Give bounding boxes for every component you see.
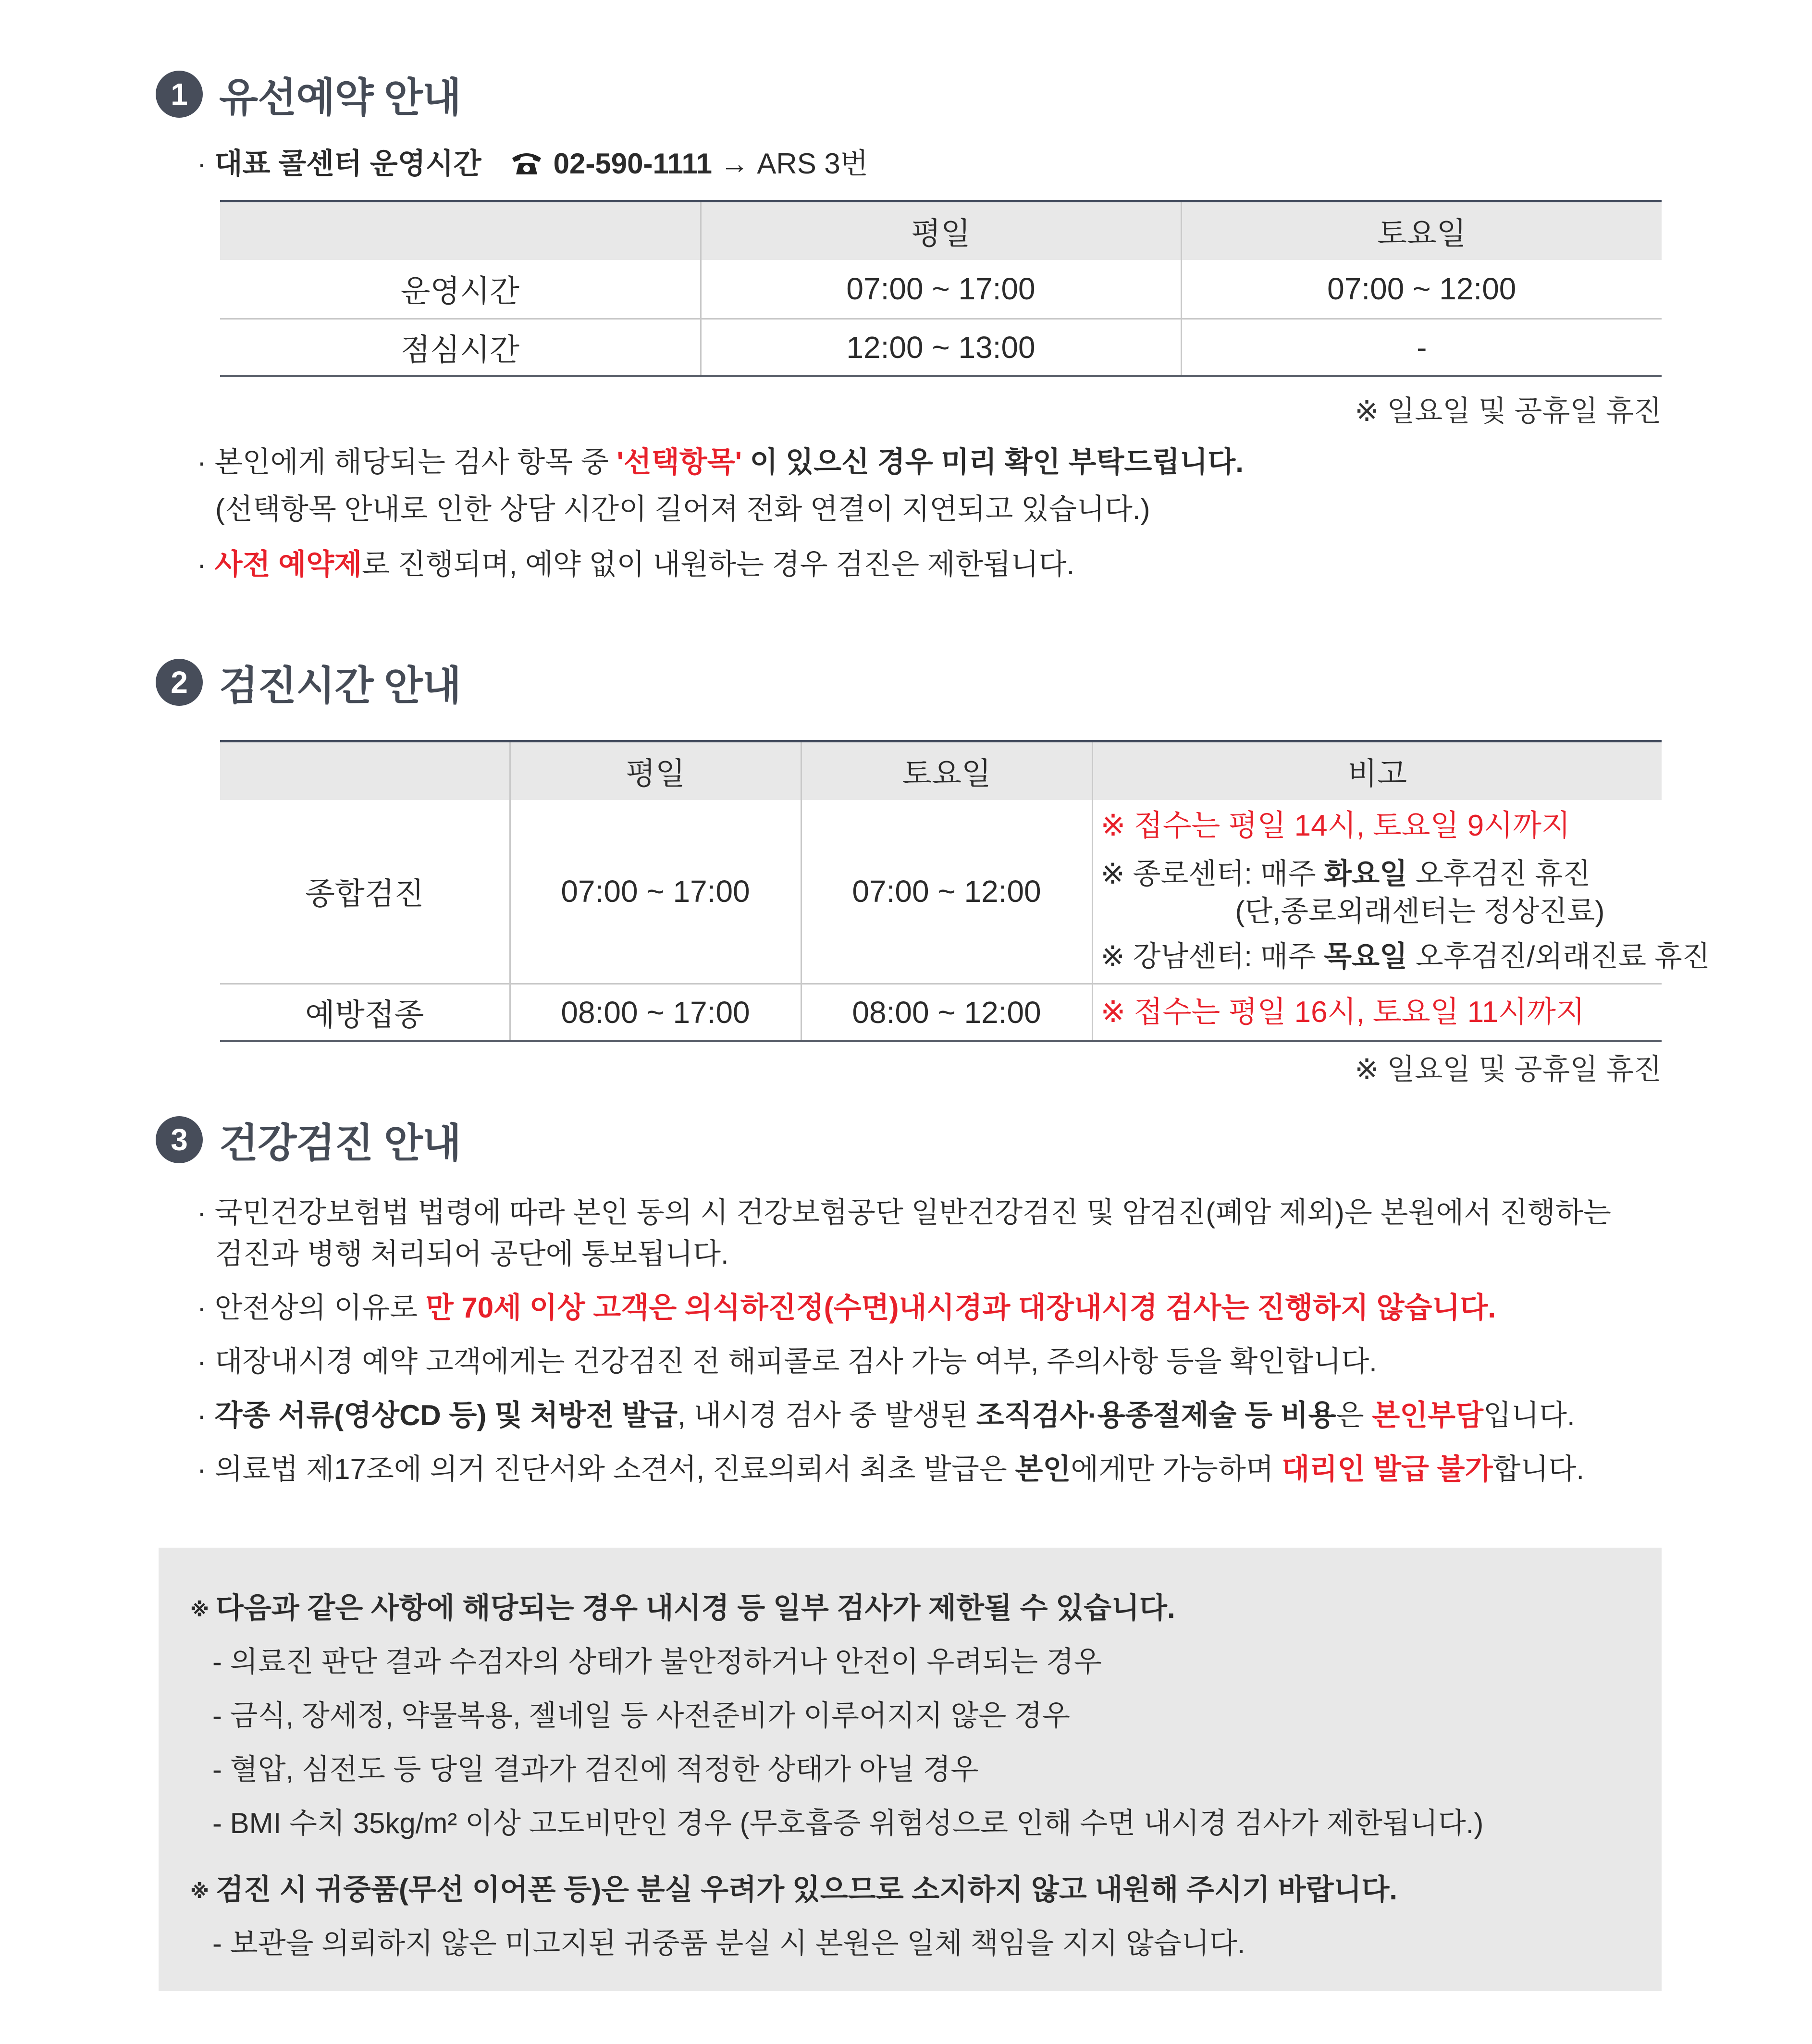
notice-heading: ※ 다음과 같은 사항에 해당되는 경우 내시경 등 일부 검사가 제한될 수 있습니다. <box>190 1592 1175 1624</box>
remark-line: ※ 접수는 평일 16시, 토요일 11시까지 <box>1100 995 1585 1029</box>
bullet-cost: · 각종 서류(영상CD 등) 및 처방전 발급, 내시경 검사 중 발생된 조직검사·용종절제술 등 비용은 본인부담입니다. <box>197 1399 1575 1431</box>
bold-text: 이 있으신 경우 미리 확인 부탁드립니다. <box>741 446 1244 478</box>
section-3-header <box>156 1116 461 1164</box>
table-header: 토요일 <box>801 741 1092 800</box>
table-row <box>220 260 1662 319</box>
ars-text: → ARS 3번 <box>720 148 868 180</box>
section-title: 검진시간 안내 <box>219 663 461 708</box>
remarks-cell <box>1092 800 1710 984</box>
bullet-age-limit: · 안전상의 이유로 만 70세 이상 고객은 의식하진정(수면)내시경과 대장내시경 검사는 진행하지 않습니다. <box>197 1292 1496 1324</box>
highlight-text: '선택항목' <box>616 446 742 478</box>
table-cell: 07:00 ~ 12:00 <box>801 800 1092 984</box>
closed-note: ※ 일요일 및 공휴일 휴진 <box>1355 1053 1662 1085</box>
remark-line: ※ 종로센터: 매주 화요일 오후검진 휴진 <box>1100 858 1591 890</box>
table-cell: - <box>1181 319 1662 376</box>
table-header: 평일 <box>510 741 801 800</box>
table-cell: 12:00 ~ 13:00 <box>701 319 1181 376</box>
remark-line: (단,종로외래센터는 정상진료) <box>1235 895 1605 928</box>
bullet-selection: · 본인에게 해당되는 검사 항목 중 '선택항목' 이 있으신 경우 미리 확인 부탁드립니다. <box>197 446 1244 478</box>
table-header <box>220 741 510 800</box>
table-header: 토요일 <box>1181 201 1662 260</box>
list-item: - 의료진 판단 결과 수검자의 상태가 불안정하거나 안전이 우려되는 경우 <box>212 1646 1102 1678</box>
notice-heading: ※ 검진 시 귀중품(무선 이어폰 등)은 분실 우려가 있으므로 소지하지 않고 내원해 주시기 바랍니다. <box>190 1873 1398 1906</box>
table-cell: 점심시간 <box>220 319 701 376</box>
text: 로 진행되며, 예약 없이 내원하는 경우 검진은 제한됩니다. <box>362 548 1075 580</box>
exam-time-table <box>220 740 1710 1042</box>
table-cell: 예방접종 <box>220 984 510 1041</box>
bullet-insurance-line2: 검진과 병행 처리되어 공단에 통보됩니다. <box>215 1238 729 1270</box>
section-number: 2 <box>156 659 203 706</box>
list-item: - BMI 수치 35kg/m² 이상 고도비만인 경우 (무호흡증 위험성으로 인해 수면 내시경 검사가 제한됩니다.) <box>212 1807 1484 1839</box>
section-2-header <box>156 658 461 706</box>
callcenter-table <box>220 200 1662 377</box>
highlight-text: 사전 예약제 <box>214 548 362 580</box>
remarks-cell <box>1092 984 1662 1041</box>
phone-number[interactable]: 02-590-1111 <box>553 148 712 180</box>
closed-note: ※ 일요일 및 공휴일 휴진 <box>1355 395 1662 427</box>
section-title: 건강검진 안내 <box>219 1120 461 1166</box>
callcenter-line: · 대표 콜센터 운영시간 02-590-1111 → ARS 3번 <box>197 148 868 180</box>
bullet-reservation: · 사전 예약제로 진행되며, 예약 없이 내원하는 경우 검진은 제한됩니다. <box>197 548 1075 580</box>
table-header: 평일 <box>701 201 1181 260</box>
phone-icon <box>510 150 543 175</box>
table-cell: 운영시간 <box>220 260 701 319</box>
list-item: - 보관을 의뢰하지 않은 미고지된 귀중품 분실 시 본원은 일체 책임을 지지 않습니다. <box>212 1927 1245 1959</box>
section-number: 3 <box>156 1116 203 1163</box>
text: 본인에게 해당되는 검사 항목 중 <box>214 446 617 478</box>
list-item: - 금식, 장세정, 약물복용, 젤네일 등 사전준비가 이루어지지 않은 경우 <box>212 1699 1070 1732</box>
table-cell: 07:00 ~ 17:00 <box>701 260 1181 319</box>
bullet-certificate: · 의료법 제17조에 의거 진단서와 소견서, 진료의뢰서 최초 발급은 본인에게만 가능하며 대리인 발급 불가합니다. <box>197 1453 1585 1485</box>
table-cell: 종합검진 <box>220 800 510 984</box>
highlight-text: 만 70세 이상 고객은 의식하진정(수면)내시경과 대장내시경 검사는 진행하지 않습니다. <box>425 1292 1496 1324</box>
list-item: - 혈압, 심전도 등 당일 결과가 검진에 적정한 상태가 아닐 경우 <box>212 1753 979 1785</box>
bullet-happycall: · 대장내시경 예약 고객에게는 건강검진 전 해피콜로 검사 가능 여부, 주의사항 등을 확인합니다. <box>197 1345 1377 1378</box>
table-cell: 08:00 ~ 12:00 <box>801 984 1092 1041</box>
table-header <box>220 201 701 260</box>
table-cell: 07:00 ~ 17:00 <box>510 800 801 984</box>
table-row <box>220 984 1662 1041</box>
table-row <box>220 319 1662 376</box>
remark-line: ※ 강남센터: 매주 목요일 오후검진/외래진료 휴진 <box>1100 940 1710 973</box>
table-header: 비고 <box>1092 741 1662 800</box>
remark-line: ※ 접수는 평일 14시, 토요일 9시까지 <box>1100 809 1570 843</box>
table-cell: 07:00 ~ 12:00 <box>1181 260 1662 319</box>
bullet-insurance: · 국민건강보험법 법령에 따라 본인 동의 시 건강보험공단 일반건강검진 및 암검진(폐암 제외)은 본원에서 진행하는 <box>197 1196 1611 1229</box>
section-number: 1 <box>156 71 203 118</box>
table-row <box>220 800 1662 984</box>
callcenter-label: 대표 콜센터 운영시간 <box>214 148 481 180</box>
section-1-header <box>156 70 461 118</box>
table-cell: 08:00 ~ 17:00 <box>510 984 801 1041</box>
notice-box <box>159 1548 1662 1991</box>
bullet-selection-line2: (선택항목 안내로 인한 상담 시간이 길어져 전화 연결이 지연되고 있습니다.) <box>215 493 1150 525</box>
section-title: 유선예약 안내 <box>219 74 461 120</box>
